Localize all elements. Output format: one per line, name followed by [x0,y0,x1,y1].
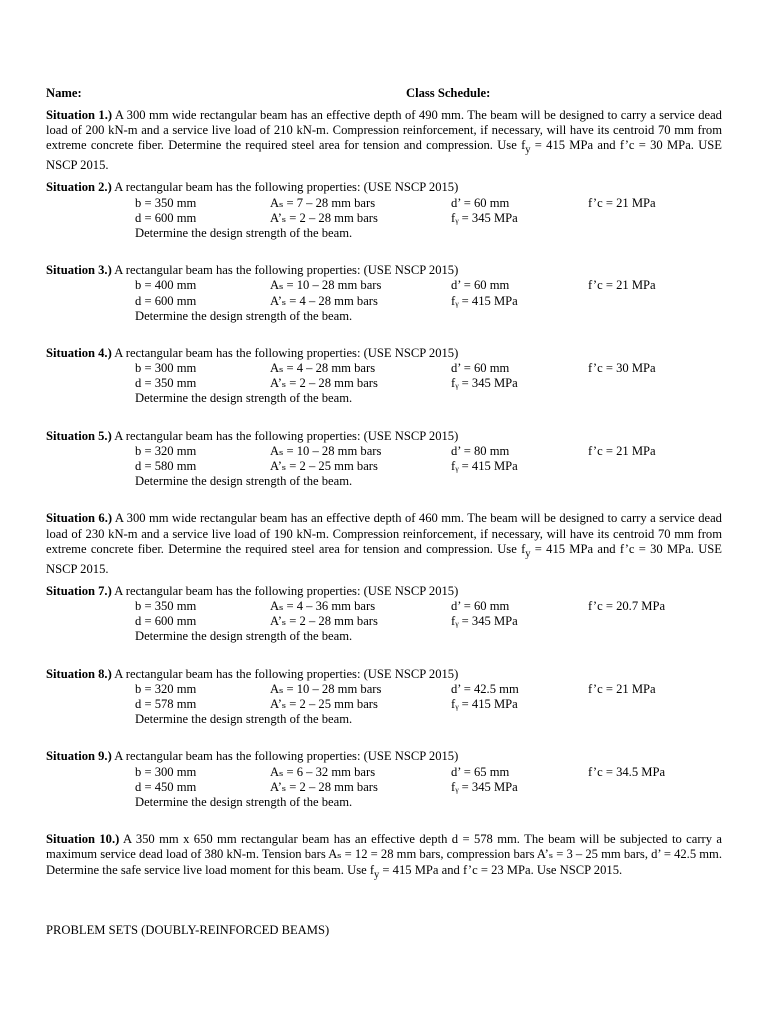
task-line: Determine the design strength of the beam. [135,391,353,406]
task-line: Determine the design strength of the beam. [135,629,353,644]
task-line: Determine the design strength of the beam. [135,308,353,323]
name-label: Name: [46,86,82,100]
property-row: b = 320 mm Aₛ = 10 – 28 mm bars d’ = 80 mm f’c = 21 MPa [135,443,656,458]
property-row: b = 350 mm Aₛ = 7 – 28 mm bars d’ = 60 mm f’c = 21 MPa [135,195,656,210]
property-row: d = 600 mm A’ₛ = 4 – 28 mm bars fᵧ = 415 MPa [135,293,518,308]
situation-6: Situation 6.) A 300 mm wide rectangular beam has an effective depth of 460 mm. The beam will be designed to carry a service dead load of 230 kN-m and a service live load of 190 kN-m. Compression reinforcement, if necessary, will have its centroid 70 mm from extreme concrete fiber. Determine the required steel area for tension and compression. Use $f_y = 415$ MPa and f’c = 30 MPa. USE NSCP 2015. [46,511,722,576]
class-schedule-label: Class Schedule: [406,86,491,100]
property-row: b = 300 mm Aₛ = 4 – 28 mm bars d’ = 60 mm f’c = 30 MPa [135,361,656,376]
situation-1: Situation 1.) A 300 mm wide rectangular beam has an effective depth of 490 mm. The beam will be designed to carry a service dead load of 200 kN-m and a service live load of 210 kN-m. Compression reinforcement, if necessary, will have its centroid 70 mm from extreme concrete fiber. Determine the required steel area for tension and compression. Use $f_y = 415$ MPa and f’c = 30 MPa. USE NSCP 2015. [46,108,722,173]
property-row: b = 400 mm Aₛ = 10 – 28 mm bars d’ = 60 mm f’c = 21 MPa [135,278,656,293]
situation-9: Situation 9.) A rectangular beam has the following properties: (USE NSCP 2015) b = 300 mm Aₛ = 6 – 32 mm bars d’ = 65 mm f’c = 34.5 MPa d = 450 mm A’ₛ = 2 – 28 mm bars fᵧ = 345 MPa Determine the design strength of the beam. [46,749,722,810]
task-line: Determine the design strength of the beam. [135,794,353,809]
problem-set-title: PROBLEM SETS (DOUBLY-REINFORCED BEAMS) [46,923,330,937]
document-page [46,86,722,889]
property-row: d = 600 mm A’ₛ = 2 – 28 mm bars fᵧ = 345 MPa [135,210,518,225]
property-row: b = 320 mm Aₛ = 10 – 28 mm bars d’ = 42.5 mm f’c = 21 MPa [135,681,656,696]
property-row: b = 350 mm Aₛ = 4 – 36 mm bars d’ = 60 mm f’c = 20.7 MPa [135,598,666,613]
property-row: d = 578 mm A’ₛ = 2 – 25 mm bars fᵧ = 415 MPa [135,696,518,711]
header [46,86,722,101]
situation-10: Situation 10.) A 350 mm x 650 mm rectangular beam has an effective depth d = 578 mm. The beam will be subjected to carry a maximum service dead load of 380 kN-m. Tension bars Aₛ = 12 = 28 mm bars, compression bars A’ₛ = 3 – 25 mm bars, d’ = 42.5 mm. Determine the safe service live load moment for this beam. Use $f_y = 415$ MPa and f’c = 23 MPa. Use NSCP 2015. [46,832,722,881]
task-line: Determine the design strength of the beam. [135,712,353,727]
property-row: b = 300 mm Aₛ = 6 – 32 mm bars d’ = 65 mm f’c = 34.5 MPa [135,764,666,779]
situation-3: Situation 3.) A rectangular beam has the following properties: (USE NSCP 2015) b = 400 mm Aₛ = 10 – 28 mm bars d’ = 60 mm f’c = 21 MPa d = 600 mm A’ₛ = 4 – 28 mm bars fᵧ = 415 MPa Determine the design strength of the beam. [46,263,722,324]
property-row: d = 580 mm A’ₛ = 2 – 25 mm bars fᵧ = 415 MPa [135,459,518,474]
property-row: d = 450 mm A’ₛ = 2 – 28 mm bars fᵧ = 345 MPa [135,779,518,794]
situation-5: Situation 5.) A rectangular beam has the following properties: (USE NSCP 2015) b = 320 mm Aₛ = 10 – 28 mm bars d’ = 80 mm f’c = 21 MPa d = 580 mm A’ₛ = 2 – 25 mm bars fᵧ = 415 MPa Determine the design strength of the beam. [46,429,722,490]
property-row: d = 600 mm A’ₛ = 2 – 28 mm bars fᵧ = 345 MPa [135,614,518,629]
situation-8: Situation 8.) A rectangular beam has the following properties: (USE NSCP 2015) b = 320 mm Aₛ = 10 – 28 mm bars d’ = 42.5 mm f’c = 21 MPa d = 578 mm A’ₛ = 2 – 25 mm bars fᵧ = 415 MPa Determine the design strength of the beam. [46,667,722,728]
property-row: d = 350 mm A’ₛ = 2 – 28 mm bars fᵧ = 345 MPa [135,376,518,391]
situation-2: Situation 2.) A rectangular beam has the following properties: (USE NSCP 2015) b = 350 mm Aₛ = 7 – 28 mm bars d’ = 60 mm f’c = 21 MPa d = 600 mm A’ₛ = 2 – 28 mm bars fᵧ = 345 MPa Determine the design strength of the beam. [46,180,722,241]
situation-4: Situation 4.) A rectangular beam has the following properties: (USE NSCP 2015) b = 300 mm Aₛ = 4 – 28 mm bars d’ = 60 mm f’c = 30 MPa d = 350 mm A’ₛ = 2 – 28 mm bars fᵧ = 345 MPa Determine the design strength of the beam. [46,346,722,407]
task-line: Determine the design strength of the beam. [135,225,353,240]
task-line: Determine the design strength of the beam. [135,474,353,489]
situation-7: Situation 7.) A rectangular beam has the following properties: (USE NSCP 2015) b = 350 mm Aₛ = 4 – 36 mm bars d’ = 60 mm f’c = 20.7 MPa d = 600 mm A’ₛ = 2 – 28 mm bars fᵧ = 345 MPa Determine the design strength of the beam. [46,584,722,645]
